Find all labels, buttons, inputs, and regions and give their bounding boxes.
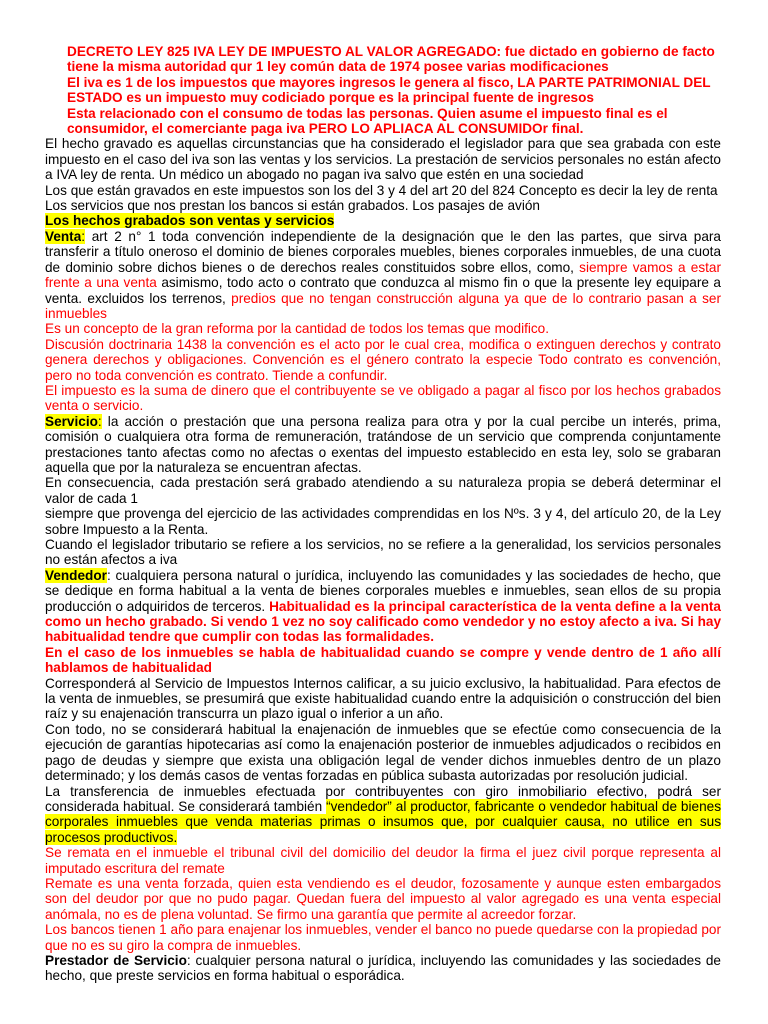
vendedor-colon: : xyxy=(106,567,111,583)
venta-text-1: art 2 n° 1 toda convención independiente de la designación que le den las partes, que sirva para transferir a título oneroso el dominio de bienes corporales muebles, bienes corporales inmuebles, de una cuota de dominio sobre dichos bienes o de derechos reales constituidos sobre ellos, como, xyxy=(45,228,721,275)
venta-red-2: predios que no tengan construcción alguna ya que de lo contrario pasan a ser inmuebles xyxy=(45,290,721,321)
paragraph-legislador: Cuando el legislador tributario se refiere a los servicios, no se refiere a la generalidad, los servicios personales no están afectos a iva xyxy=(45,537,721,568)
vendedor-text: cualquiera persona natural o jurídica, incluyendo las comunidades y las sociedades de hecho, que se dedique en forma habitual a la venta de bienes corporales muebles e inmuebles, sean ellos de su propia producción o adquiridos de terceros. xyxy=(45,567,721,614)
heading-hechos-grabados xyxy=(45,213,721,228)
vendedor-habitualidad: Habitualidad es la principal característica de la venta define a la venta como un hecho grabado. Si vendo 1 vez no soy calificado como vendedor y no estoy afecto a iva. Si hay habitualidad tendre que cumplir con todas las formalidades. xyxy=(45,598,721,645)
transferencia-text: La transferencia de inmuebles efectuada por contribuyentes con giro inmobiliario efectivo, podrá ser considerada habitual. Se considerará también xyxy=(45,783,721,814)
transferencia-highlight: “vendedor” al productor, fabricante o vendedor habitual de bienes corporales inmuebles que venda materias primas o insumos que, por cualquier causa, no utilice en sus procesos productivos. xyxy=(45,798,721,845)
paragraph-hecho-gravado: El hecho gravado es aquellas circunstancias que ha considerado el legislador para que sea grabada con este impuesto en el caso del iva son las ventas y los servicios. La prestación de servicios personales no están afecto a IVA ley de renta. Un médico un abogado no pagan iva salvo que estén en una sociedad xyxy=(45,136,721,183)
paragraph-transferencia xyxy=(45,784,721,846)
note-discusion-doctrinaria: Discusión doctrinaria 1438 la convención es el acto por le cual crea, modifica o extinguen derechos y contrato genera derechos y obligaciones. Convención es el género contrato la especie Todo contrato es convención, pero no toda convención es contrato. Tiende a confundir. xyxy=(45,336,721,383)
header-paragraph-consumo: Esta relacionado con el consumo de todas las personas. Quien asume el impuesto final es el consumidor, el comerciante paga iva PERO LO APLIACA AL CONSUMIDOr final. xyxy=(67,105,668,137)
heading-hechos-grabados-text: Los hechos grabados son ventas y servicios xyxy=(45,213,335,229)
header-paragraph-iva: El iva es 1 de los impuestos que mayores ingresos le genera al fisco, LA PARTE PATRIMONIAL DEL ESTADO es un impuesto muy codiciado porque es la principal fuente de ingresos xyxy=(67,74,711,106)
note-inmuebles-habitualidad: En el caso de los inmuebles se habla de habitualidad cuando se compre y vende dentro de 1 año allí hablamos de habitualidad xyxy=(45,644,721,676)
venta-red-1: siempre vamos a estar frente a una venta xyxy=(45,259,721,291)
paragraph-vendedor xyxy=(45,568,721,645)
paragraph-consecuencia: En consecuencia, cada prestación será grabado atendiendo a su naturaleza propia se deberá determinar el valor de cada 1 xyxy=(45,475,721,506)
paragraph-prestador xyxy=(45,953,721,984)
note-gran-reforma: Es un concepto de la gran reforma por la cantidad de todos los temas que modifico. xyxy=(45,321,550,337)
prestador-text: : cualquier persona natural o jurídica, incluyendo las comunidades y las sociedades de hecho, que preste servicios en forma habitual o esporádica. xyxy=(45,952,721,984)
servicio-text: la acción o prestación que una persona realiza para otra y por la cual percibe un interés, prima, comisión o cualquiera otra forma de remuneración, tratándose de un servicio que comprenda conjuntamente prestaciones tanto afectas como no afectas o exentas del impuesto establecido en esta ley, solo se grabaran aquella que por la naturaleza se encuentran afectas. xyxy=(45,413,721,475)
note-remate-tribunal: Se remata en el inmueble el tribunal civil del domicilio del deudor la firma el juez civil porque representa al imputado escritura del remate xyxy=(45,845,721,876)
paragraph-bancos: Los servicios que nos prestan los bancos si están grabados. Los pasajes de avión xyxy=(45,198,540,214)
note-impuesto-suma: El impuesto es la suma de dinero que el contribuyente se ve obligado a pagar al fisco por los hechos grabados venta o servicio. xyxy=(45,382,721,414)
venta-text-2: asimismo, todo acto o contrato que conduzca al mismo fin o que la presente ley equipare a venta. excluidos los terrenos, xyxy=(45,275,721,306)
venta-label: Venta xyxy=(45,228,82,244)
servicio-colon: : xyxy=(97,413,102,429)
vendedor-label: Vendedor xyxy=(45,567,107,583)
paragraph-venta xyxy=(45,229,721,321)
document-body xyxy=(45,44,721,984)
prestador-label: Prestador de Servicio xyxy=(45,952,187,968)
paragraph-servicio xyxy=(45,414,721,476)
paragraph-gravados: Los que están gravados en este impuestos son los del 3 y 4 del art 20 del 824 Concepto es decir la ley de renta xyxy=(45,182,718,198)
note-remate-forzada: Remate es una venta forzada, quien esta vendiendo es el deudor, fozosamente y aunque esten embargados son del deudor por que no pudo pagar. Quedan fuera del impuesto al valor agregado es una venta especial anómala, no es de plena voluntad. Se firmo una garantía que permite al acreedor forzar. xyxy=(45,875,721,922)
header-paragraph-decreto: DECRETO LEY 825 IVA LEY DE IMPUESTO AL VALOR AGREGADO: fue dictado en gobierno de facto tiene la misma autoridad qur 1 ley común data de 1974 posee varias modificaciones xyxy=(67,44,715,75)
paragraph-siempre-que: siempre que provenga del ejercicio de las actividades comprendidas en los Nºs. 3 y 4, del artículo 20, de la Ley sobre Impuesto a la Renta. xyxy=(45,506,721,537)
servicio-label: Servicio xyxy=(45,413,98,429)
venta-colon: : xyxy=(81,228,86,244)
note-bancos-enajenar: Los bancos tienen 1 año para enajenar los inmuebles, vender el banco no puede quedarse con la propiedad por que no es su giro la compra de inmuebles. xyxy=(45,922,721,953)
paragraph-con-todo: Con todo, no se considerará habitual la enajenación de inmuebles que se efectúe como consecuencia de la ejecución de garantías hipotecarias así como la enajenación posterior de inmuebles adjudicados o recibidos en pago de deudas y siempre que exista una obligación legal de vender dichos inmuebles dentro de un plazo determinado; y los demás casos de ventas forzadas en pública subasta autorizadas por resolución judicial. xyxy=(45,721,721,784)
paragraph-sii-calificar: Corresponderá al Servicio de Impuestos Internos calificar, a su juicio exclusivo, la habitualidad. Para efectos de la venta de inmuebles, se presumirá que existe habitualidad cuando entre la adquisición o construcción del bien raíz y su enajenación transcurra un plazo igual o inferior a un año. xyxy=(45,675,721,722)
